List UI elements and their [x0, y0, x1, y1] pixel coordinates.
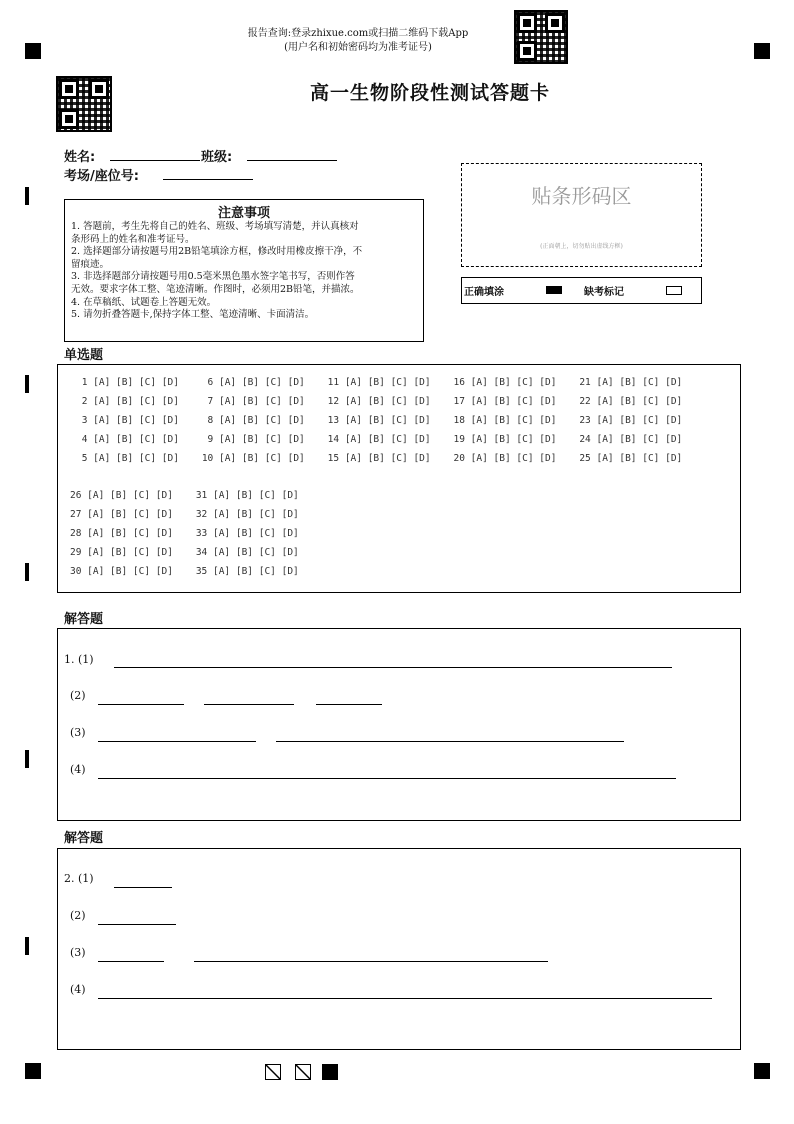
q2-part4-blank[interactable] — [98, 986, 712, 999]
answer-box-1 — [57, 628, 741, 821]
notice-line: 5. 请勿折叠答题卡,保持字体工整、笔迹清晰、卡面清洁。 — [71, 309, 315, 321]
q2-part3-label: (3) — [70, 946, 86, 959]
section-title-answer-1: 解答题 — [64, 612, 104, 627]
header-line-2: (用户名和初始密码均为准考证号) — [284, 42, 432, 53]
header-line-1: 报告查询:登录zhixue.com或扫描二维码下载App — [247, 28, 469, 39]
q1-part2-blank-b[interactable] — [204, 692, 294, 705]
q2-part1-label: 2. (1) — [64, 872, 94, 885]
q1-part3-blank-a[interactable] — [98, 729, 256, 742]
choice-row[interactable]: 26 [A] [B] [C] [D] 31 [A] [B] [C] [D] — [70, 490, 299, 501]
choice-row[interactable]: 28 [A] [B] [C] [D] 33 [A] [B] [C] [D] — [70, 528, 299, 539]
crossed-box-icon — [265, 1064, 281, 1080]
choice-row[interactable]: 5 [A] [B] [C] [D] 10 [A] [B] [C] [D] 15 [A] [B] [C] [D] 20 [A] [B] [C] [D] 25 [A] [B] [C] [D] — [76, 453, 683, 464]
page-title: 高一生物阶段性测试答题卡 — [309, 82, 550, 104]
choice-row[interactable]: 27 [A] [B] [C] [D] 32 [A] [B] [C] [D] — [70, 509, 299, 520]
q2-part3-blank-a[interactable] — [98, 949, 164, 962]
q2-part2-blank[interactable] — [98, 912, 176, 925]
notice-line: 留痕迹。 — [71, 258, 110, 270]
notice-line: 无效。要求字体工整、笔迹清晰。作图时，必须用2B铅笔，并描浓。 — [71, 283, 360, 295]
absent-mark-label: 缺考标记 — [584, 287, 624, 298]
side-mark — [25, 375, 29, 393]
notice-line: 2. 选择题部分请按题号用2B铅笔填涂方框，修改时用橡皮擦干净，不 — [71, 246, 363, 258]
qr-code-icon — [56, 76, 112, 132]
notice-line: 4. 在草稿纸、试题卷上答题无效。 — [71, 296, 217, 308]
crossed-box-icon — [295, 1064, 311, 1080]
fill-legend — [461, 277, 702, 304]
barcode-label: 贴条形码区 — [531, 184, 632, 208]
choice-row[interactable]: 30 [A] [B] [C] [D] 35 [A] [B] [C] [D] — [70, 566, 299, 577]
q2-part3-blank-b[interactable] — [194, 949, 548, 962]
qr-code-icon — [514, 10, 568, 64]
choice-row[interactable]: 2 [A] [B] [C] [D] 7 [A] [B] [C] [D] 12 [A] [B] [C] [D] 17 [A] [B] [C] [D] 22 [A] [B] [C] [D] — [76, 396, 683, 407]
q1-part3-blank-b[interactable] — [276, 729, 624, 742]
choice-row[interactable]: 3 [A] [B] [C] [D] 8 [A] [B] [C] [D] 13 [A] [B] [C] [D] 18 [A] [B] [C] [D] 23 [A] [B] [C] [D] — [76, 415, 683, 426]
q2-part2-label: (2) — [70, 909, 86, 922]
q2-part4-label: (4) — [70, 983, 86, 996]
notice-title: 注意事项 — [217, 206, 270, 221]
q1-part2-blank-c[interactable] — [316, 692, 382, 705]
room-seat-field[interactable] — [163, 164, 253, 180]
correct-fill-sample — [546, 286, 562, 294]
notice-box — [64, 199, 424, 342]
corner-mark-bottom-right — [754, 1063, 770, 1079]
barcode-area — [461, 163, 702, 267]
class-label: 班级: — [201, 150, 233, 165]
notice-line: 3. 非选择题部分请按题号用0.5毫米黑色墨水签字笔书写，否则作答 — [71, 271, 355, 283]
class-field[interactable] — [247, 145, 337, 161]
choice-row[interactable]: 1 [A] [B] [C] [D] 6 [A] [B] [C] [D] 11 [A] [B] [C] [D] 16 [A] [B] [C] [D] 21 [A] [B] [C] [D] — [76, 377, 683, 388]
notice-line: 1. 答题前，考生先将自己的姓名、班级、考场填写清楚，并认真核对 — [71, 221, 359, 232]
answer-box-2 — [57, 848, 741, 1050]
section-title-choice: 单选题 — [64, 348, 104, 363]
side-mark — [25, 937, 29, 955]
side-mark — [25, 750, 29, 768]
q1-part2-label: (2) — [70, 689, 86, 702]
q1-part1-label: 1. (1) — [64, 653, 94, 666]
barcode-hint: (正面朝上，切勿贴出虚线方框) — [540, 243, 623, 250]
name-label: 姓名: — [64, 150, 96, 165]
q1-part4-blank[interactable] — [98, 766, 676, 779]
name-field[interactable] — [110, 145, 200, 161]
corner-mark-top-left — [25, 43, 41, 59]
q1-part2-blank-a[interactable] — [98, 692, 184, 705]
choice-answer-box — [57, 364, 741, 593]
choice-row[interactable]: 4 [A] [B] [C] [D] 9 [A] [B] [C] [D] 14 [A] [B] [C] [D] 19 [A] [B] [C] [D] 24 [A] [B] [C] [D] — [76, 434, 683, 445]
q2-part1-blank[interactable] — [114, 875, 172, 888]
side-mark — [25, 563, 29, 581]
correct-fill-label: 正确填涂 — [464, 287, 504, 298]
filled-box-mark — [322, 1064, 338, 1080]
corner-mark-bottom-left — [25, 1063, 41, 1079]
corner-mark-top-right — [754, 43, 770, 59]
q1-part1-blank[interactable] — [114, 655, 672, 668]
absent-mark-checkbox[interactable] — [666, 286, 682, 295]
notice-line: 条形码上的姓名和准考证号。 — [71, 233, 195, 245]
section-title-answer-2: 解答题 — [64, 831, 104, 846]
room-seat-label: 考场/座位号: — [64, 169, 139, 184]
q1-part3-label: (3) — [70, 726, 86, 739]
choice-row[interactable]: 29 [A] [B] [C] [D] 34 [A] [B] [C] [D] — [70, 547, 299, 558]
q1-part4-label: (4) — [70, 763, 86, 776]
side-mark — [25, 187, 29, 205]
